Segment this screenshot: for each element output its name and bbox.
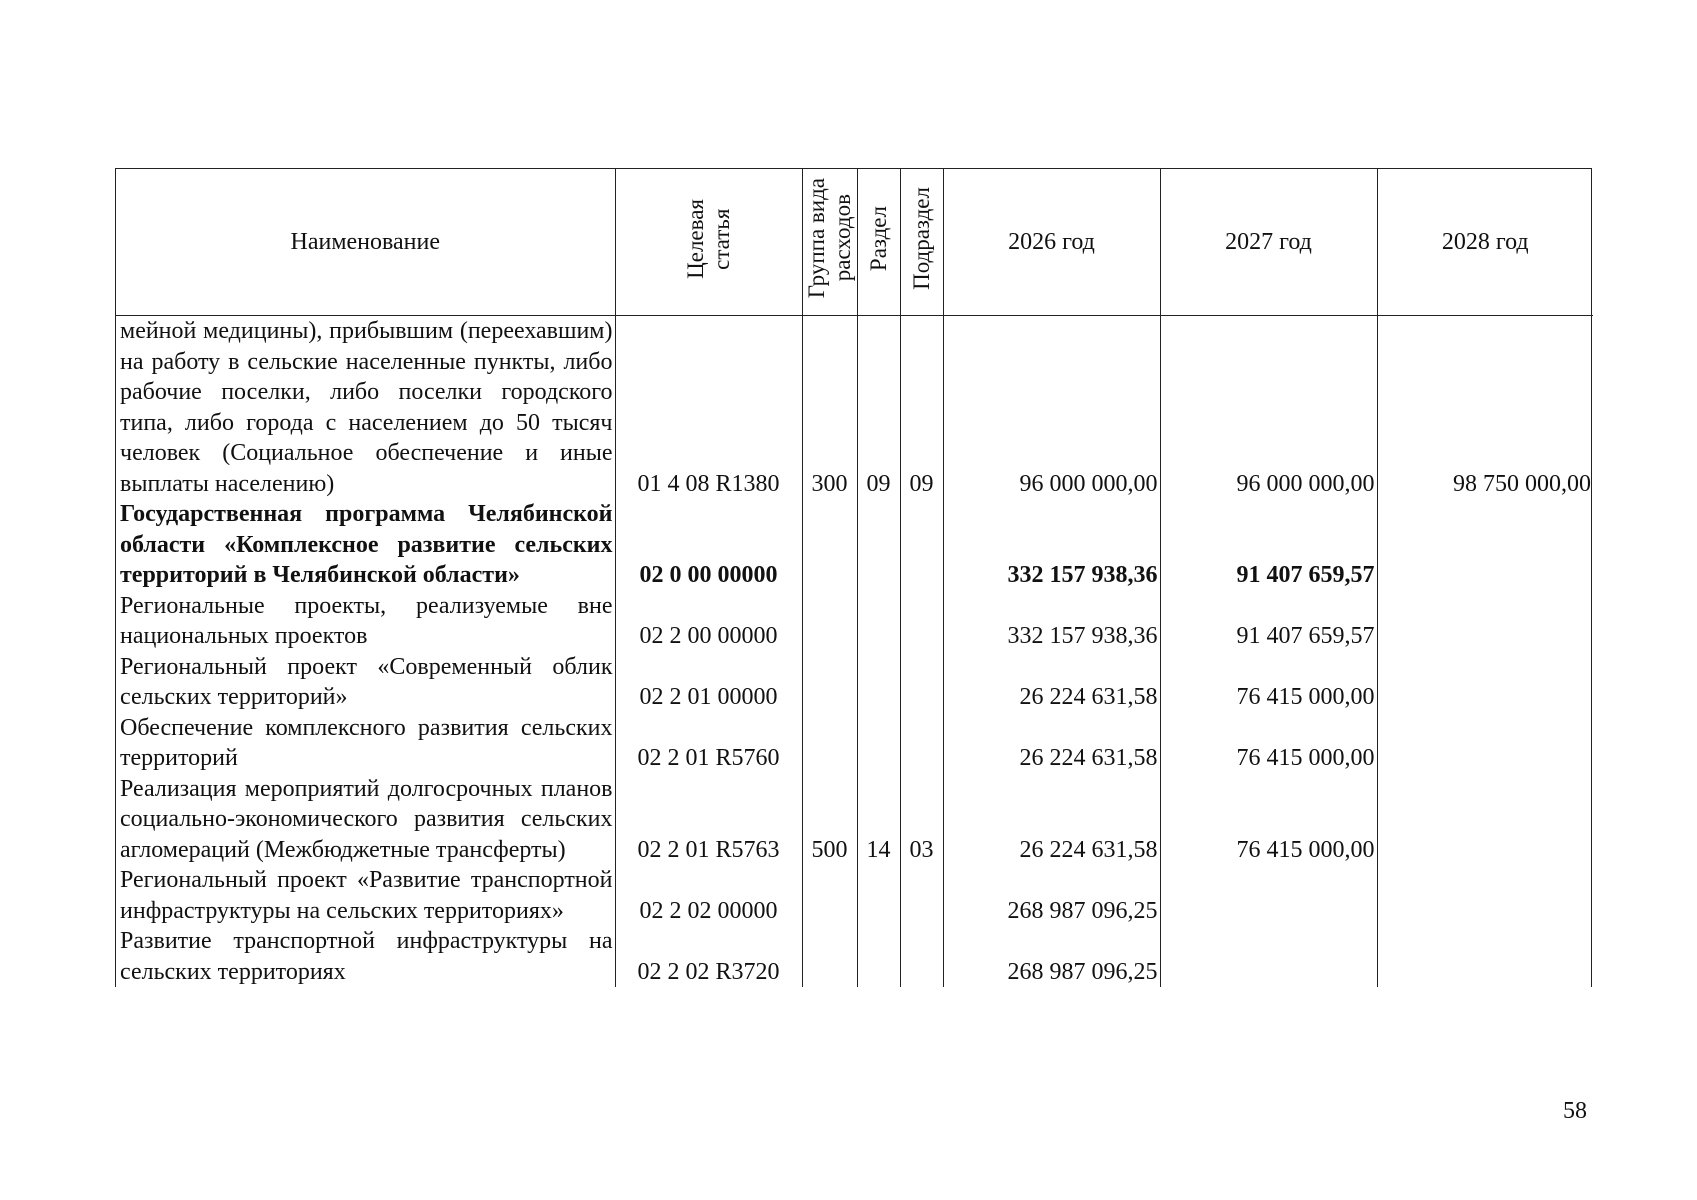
row-amount-2027: 76 415 000,00	[1160, 774, 1377, 866]
row-amount-2028	[1377, 499, 1593, 591]
table-body	[116, 316, 1593, 988]
header-year-2028: 2028 год	[1377, 169, 1593, 316]
row-section	[857, 499, 900, 591]
row-subsection	[900, 499, 943, 591]
header-year-2026: 2026 год	[943, 169, 1160, 316]
row-target-article: 02 2 01 00000	[615, 652, 802, 713]
row-name: Обеспечение комплексного развития сельских территорий	[120, 714, 613, 771]
page-number: 58	[1563, 1098, 1587, 1124]
row-target-article: 01 4 08 R1380	[615, 316, 802, 500]
row-amount-2027	[1160, 926, 1377, 987]
budget-table	[116, 169, 1593, 987]
row-expense-group	[802, 652, 857, 713]
row-target-article: 02 2 01 R5763	[615, 774, 802, 866]
row-amount-2027: 76 415 000,00	[1160, 713, 1377, 774]
table-row	[116, 774, 1593, 866]
table-row	[116, 652, 1593, 713]
row-name: Региональный проект «Современный облик сельских территорий»	[120, 653, 613, 710]
row-amount-2027: 96 000 000,00	[1160, 316, 1377, 500]
row-amount-2026: 332 157 938,36	[943, 591, 1160, 652]
row-expense-group	[802, 926, 857, 987]
row-amount-2026: 268 987 096,25	[943, 926, 1160, 987]
row-section	[857, 865, 900, 926]
row-section	[857, 652, 900, 713]
row-amount-2027: 76 415 000,00	[1160, 652, 1377, 713]
row-amount-2028	[1377, 926, 1593, 987]
row-amount-2026: 268 987 096,25	[943, 865, 1160, 926]
row-subsection	[900, 652, 943, 713]
row-subsection	[900, 865, 943, 926]
row-amount-2026: 26 224 631,58	[943, 713, 1160, 774]
row-target-article: 02 0 00 00000	[615, 499, 802, 591]
table-row	[116, 591, 1593, 652]
row-expense-group	[802, 499, 857, 591]
row-amount-2027: 91 407 659,57	[1160, 499, 1377, 591]
row-expense-group	[802, 713, 857, 774]
row-amount-2028	[1377, 774, 1593, 866]
table-row	[116, 499, 1593, 591]
header-target-article: Целевая статья	[615, 169, 802, 316]
row-amount-2028	[1377, 591, 1593, 652]
header-expense-group: Группа вида расходов	[802, 169, 857, 316]
header-year-2027: 2027 год	[1160, 169, 1377, 316]
row-name: Региональные проекты, реализуемые вне национальных проектов	[120, 592, 613, 649]
row-name: мейной медицины), прибывшим (переехавшим) на работу в сельские населенные пункты, либо рабочие поселки, либо поселки городского типа, либо города с населением до 50 тысяч человек (Социальное обеспечение и иные выплаты населению)	[120, 318, 613, 497]
row-amount-2028: 98 750 000,00	[1377, 316, 1593, 500]
row-amount-2026: 332 157 938,36	[943, 499, 1160, 591]
row-subsection: 09	[900, 316, 943, 500]
row-amount-2026: 26 224 631,58	[943, 652, 1160, 713]
table-header-row	[116, 169, 1593, 316]
table-row	[116, 713, 1593, 774]
row-section: 09	[857, 316, 900, 500]
header-name: Наименование	[116, 169, 615, 316]
row-section	[857, 713, 900, 774]
header-section: Раздел	[857, 169, 900, 316]
table-row	[116, 865, 1593, 926]
row-expense-group: 500	[802, 774, 857, 866]
row-subsection: 03	[900, 774, 943, 866]
row-section	[857, 926, 900, 987]
budget-table-container	[115, 168, 1592, 987]
row-amount-2027: 91 407 659,57	[1160, 591, 1377, 652]
row-amount-2026: 26 224 631,58	[943, 774, 1160, 866]
header-subsection: Подраздел	[900, 169, 943, 316]
row-name: Реализация мероприятий долгосрочных планов социально-экономического развития сельских агломераций (Межбюджетные трансферты)	[120, 775, 613, 863]
row-amount-2026: 96 000 000,00	[943, 316, 1160, 500]
row-target-article: 02 2 00 00000	[615, 591, 802, 652]
row-section: 14	[857, 774, 900, 866]
row-target-article: 02 2 02 00000	[615, 865, 802, 926]
row-amount-2027	[1160, 865, 1377, 926]
row-name: Региональный проект «Развитие транспортной инфраструктуры на сельских территориях»	[120, 867, 613, 924]
row-target-article: 02 2 02 R3720	[615, 926, 802, 987]
row-amount-2028	[1377, 652, 1593, 713]
row-amount-2028	[1377, 865, 1593, 926]
row-section	[857, 591, 900, 652]
row-name: Развитие транспортной инфраструктуры на сельских территориях	[120, 928, 613, 985]
row-subsection	[900, 713, 943, 774]
row-amount-2028	[1377, 713, 1593, 774]
row-name: Государственная программа Челябинской области «Комплексное развитие сельских территорий в Челябинской области»	[120, 501, 613, 588]
table-row	[116, 926, 1593, 987]
row-expense-group	[802, 591, 857, 652]
row-expense-group	[802, 865, 857, 926]
row-target-article: 02 2 01 R5760	[615, 713, 802, 774]
row-subsection	[900, 591, 943, 652]
table-row	[116, 316, 1593, 500]
row-subsection	[900, 926, 943, 987]
row-expense-group: 300	[802, 316, 857, 500]
